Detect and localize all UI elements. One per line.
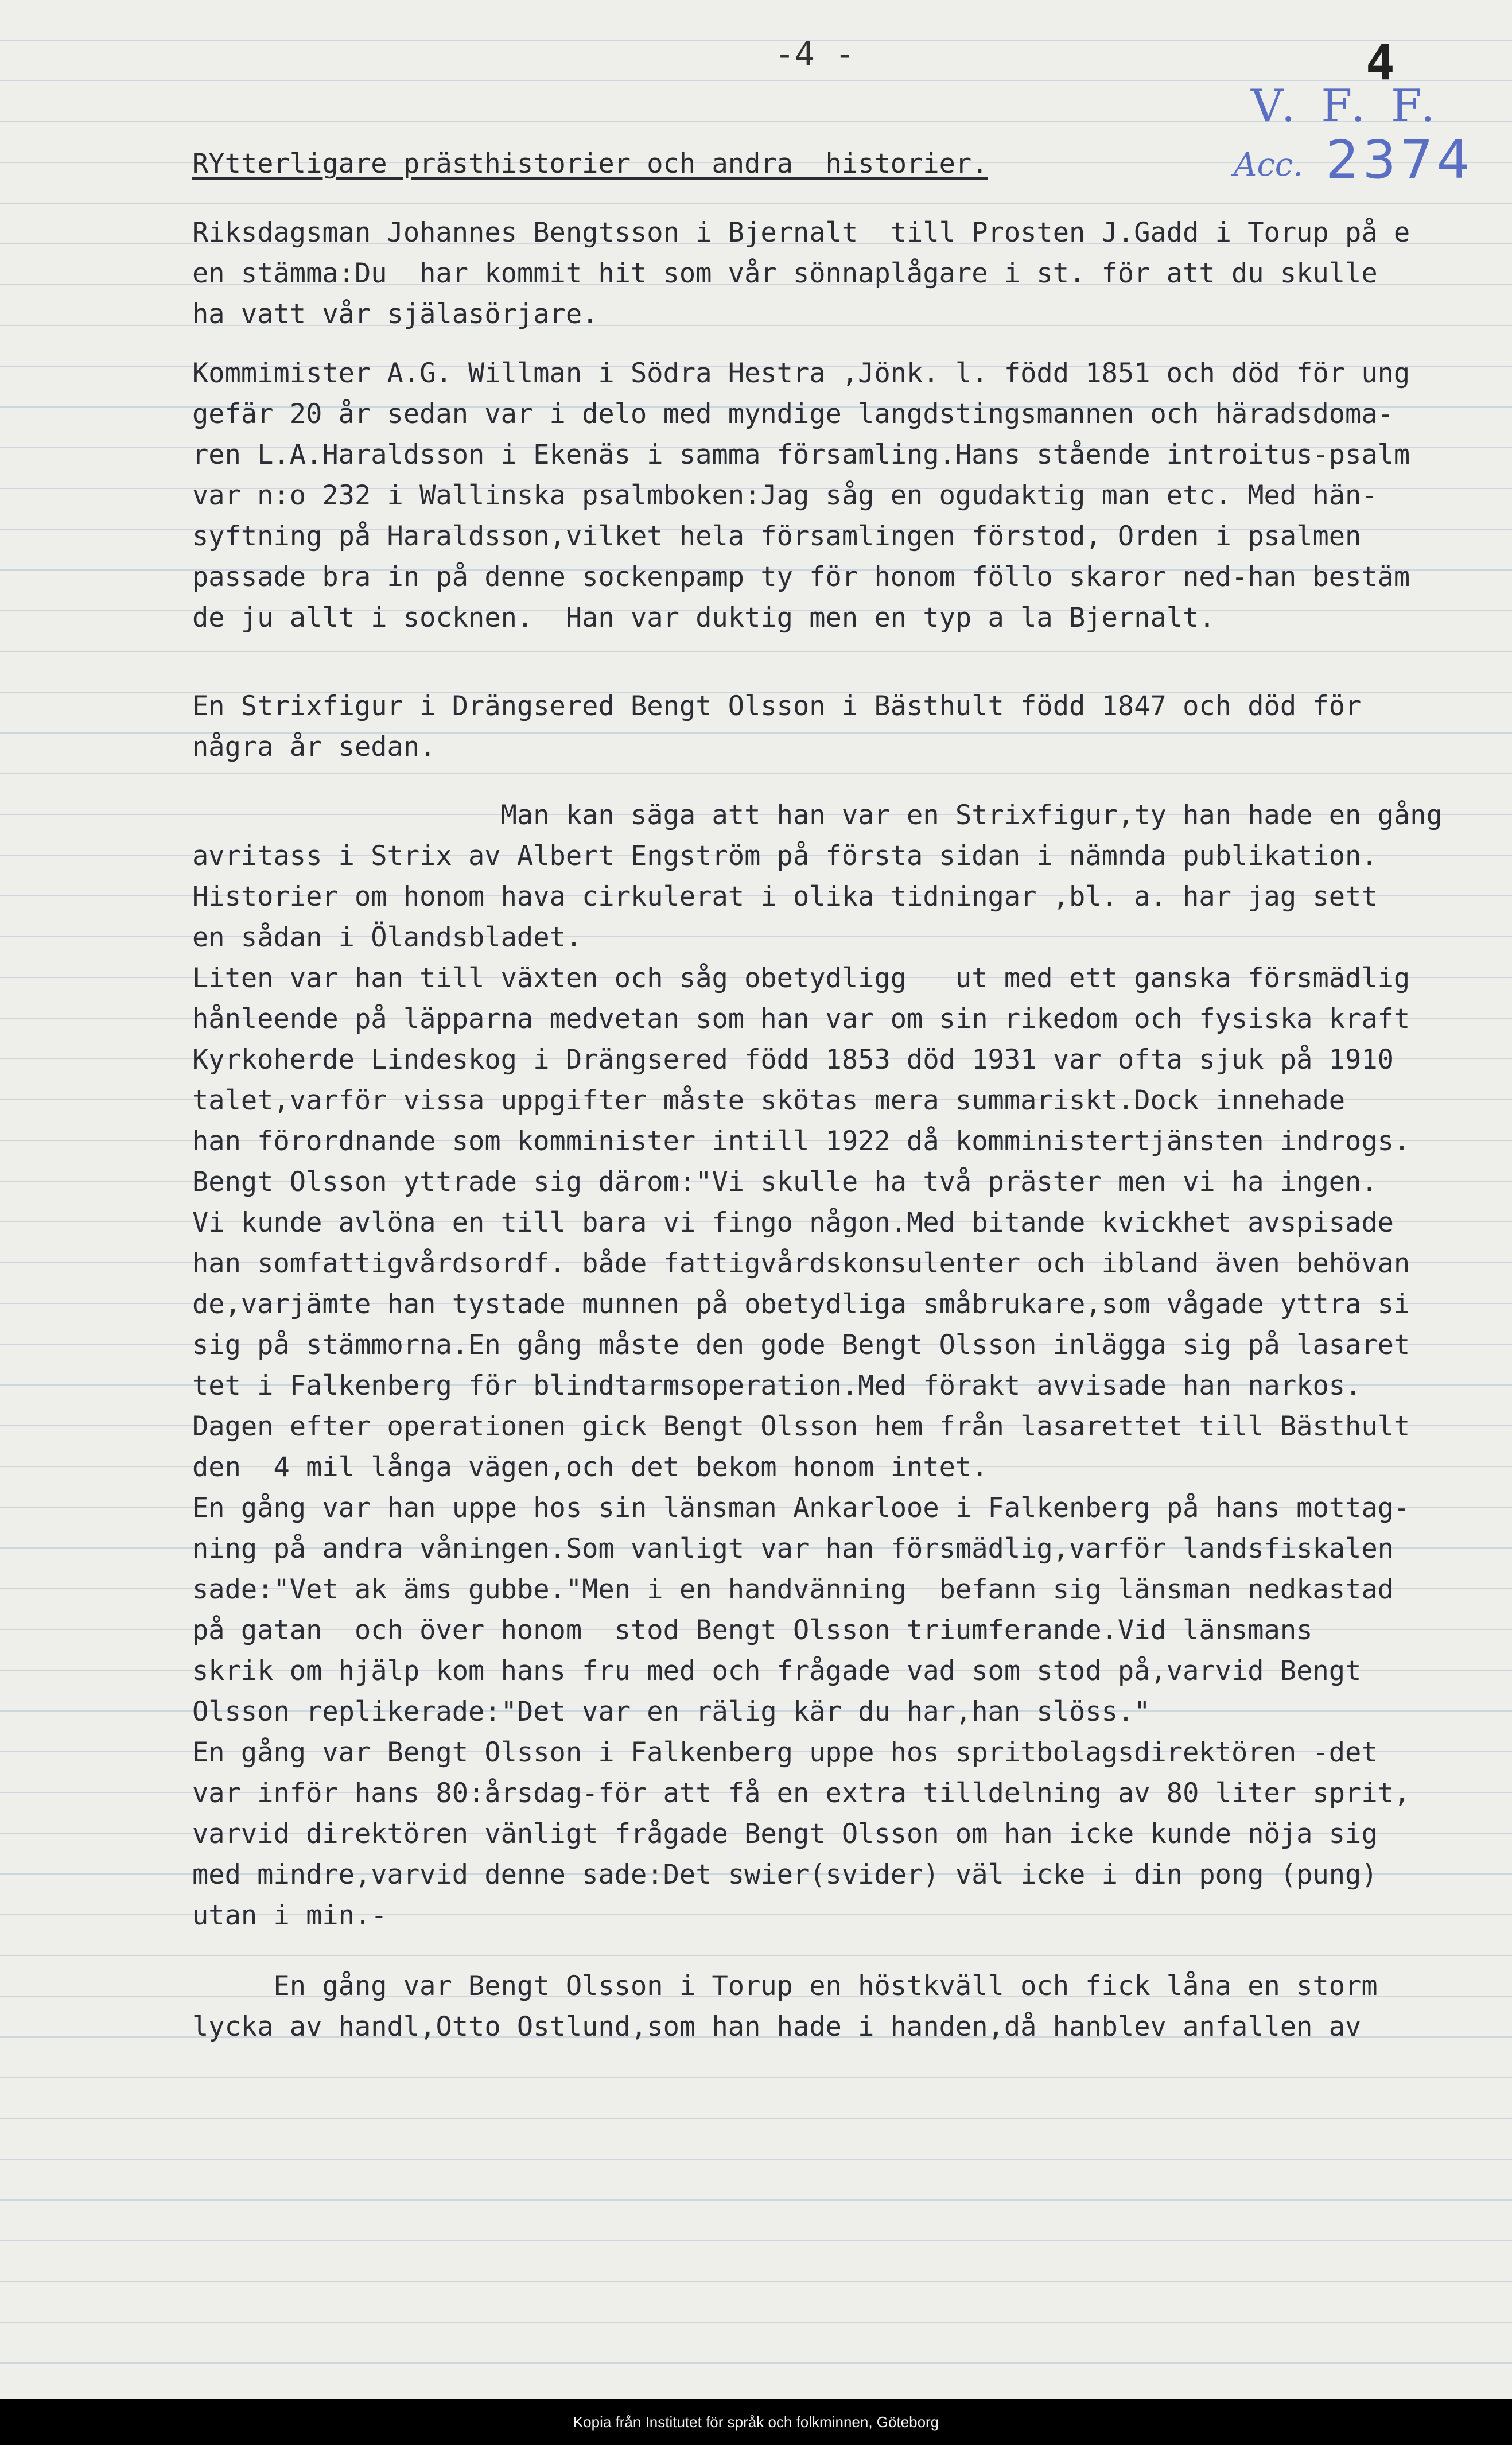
text-line: Dagen efter operationen gick Bengt Olsson hem från lasarettet till Bästhult: [192, 1411, 1410, 1442]
text-line: tet i Falkenberg för blindtarmsoperation.Med förakt avvisade han narkos.: [192, 1370, 1362, 1402]
text-line: hånleende på läpparna medvetan som han var om sin rikedom och fysiska kraft: [192, 1003, 1410, 1035]
text-line: sade:"Vet ak äms gubbe."Men i en handvänning befann sig länsman nedkastad: [192, 1574, 1394, 1605]
text-line: En gång var Bengt Olsson i Torup en höstkväll och fick låna en storm: [192, 1970, 1378, 2002]
text-line: den 4 mil långa vägen,och det bekom honom intet.: [192, 1452, 988, 1483]
document-title: RYtterligare prästhistorier och andra historier.: [192, 148, 988, 180]
text-line: Kommimister A.G. Willman i Södra Hestra ,Jönk. l. född 1851 och död för ung: [192, 358, 1410, 389]
paragraph: [192, 795, 1483, 1936]
paragraph: [192, 353, 1483, 638]
text-line: Man kan säga att han var en Strixfigur,ty han hade en gång: [192, 800, 1443, 831]
text-line: skrik om hjälp kom hans fru med och frågade vad som stod på,varvid Bengt: [192, 1655, 1362, 1687]
text-line: en stämma:Du har kommit hit som vår sönnaplågare i st. för att du skulle: [192, 258, 1378, 289]
text-line: Historier om honom hava cirkulerat i olika tidningar ,bl. a. har jag sett: [192, 881, 1378, 913]
text-line: på gatan och över honom stod Bengt Olsson triumferande.Vid länsmans: [192, 1615, 1313, 1646]
text-line: några år sedan.: [192, 731, 436, 763]
text-line: var inför hans 80:årsdag-för att få en extra tilldelning av 80 liter sprit,: [192, 1778, 1410, 1809]
text-line: talet,varför vissa uppgifter måste skötas mera summariskt.Dock innehade: [192, 1085, 1346, 1116]
text-line: ren L.A.Haraldsson i Ekenäs i samma församling.Hans stående introitus-psalm: [192, 439, 1410, 471]
text-line: Vi kunde avlöna en till bara vi fingo någon.Med bitande kvickhet avspisade: [192, 1207, 1394, 1239]
text-line: varvid direktören vänligt frågade Bengt Olsson om han icke kunde nöja sig: [192, 1818, 1378, 1850]
accession-label: Acc.: [1234, 146, 1303, 184]
text-line: han förordnande som komminister intill 1922 då komministertjänsten indrogs.: [192, 1126, 1410, 1157]
text-line: de ju allt i socknen. Han var duktig men en typ a la Bjernalt.: [192, 602, 1215, 634]
text-line: lycka av handl,Otto Ostlund,som han hade i handen,då hanblev anfallen av: [192, 2011, 1362, 2043]
paragraph: [192, 1966, 1483, 2047]
text-line: En gång var Bengt Olsson i Falkenberg uppe hos spritbolagsdirektören -det: [192, 1737, 1378, 1768]
text-line: Riksdagsman Johannes Bengtsson i Bjernalt till Prosten J.Gadd i Torup på e: [192, 217, 1410, 249]
text-line: med mindre,varvid denne sade:Det swier(svider) väl icke i din pong (pung): [192, 1859, 1378, 1891]
text-line: han somfattigvårdsordf. både fattigvårdskonsulenter och ibland även behövan: [192, 1248, 1410, 1279]
text-line: utan i min.-: [192, 1900, 387, 1931]
text-line: passade bra in på denne sockenpamp ty för honom föllo skaror ned-han bestäm: [192, 561, 1410, 593]
text-line: ning på andra våningen.Som vanligt var han försmädlig,varför landsfiskalen: [192, 1533, 1394, 1565]
page-number: -4 -: [775, 34, 855, 73]
text-line: En gång var han uppe hos sin länsman Ankarlooe i Falkenberg på hans mottag-: [192, 1492, 1410, 1524]
accession-number: 2374: [1326, 129, 1474, 191]
text-line: sig på stämmorna.En gång måste den gode Bengt Olsson inlägga sig på lasaret: [192, 1329, 1410, 1361]
archive-footer: Kopia från Institutet för språk och folkminnen, Göteborg: [0, 2399, 1512, 2445]
text-line: Kyrkoherde Lindeskog i Drängsered född 1853 död 1931 var ofta sjuk på 1910: [192, 1044, 1394, 1076]
paragraph: [192, 212, 1483, 335]
text-line: en sådan i Ölandsbladet.: [192, 922, 582, 953]
text-line: var n:o 232 i Wallinska psalmboken:Jag såg en ogudaktig man etc. Med hän-: [192, 480, 1378, 511]
text-line: de,varjämte han tystade munnen på obetydliga småbrukare,som vågade yttra si: [192, 1289, 1410, 1320]
text-line: avritass i Strix av Albert Engström på första sidan i nämnda publikation.: [192, 840, 1378, 872]
text-line: Liten var han till växten och såg obetydligg ut med ett ganska försmädlig: [192, 963, 1410, 994]
paragraph: [192, 686, 1483, 767]
text-line: syftning på Haraldsson,vilket hela församlingen förstod, Orden i psalmen: [192, 521, 1362, 552]
text-line: Bengt Olsson yttrade sig därom:"Vi skulle ha två präster men vi ha ingen.: [192, 1166, 1378, 1198]
text-line: En Strixfigur i Drängsered Bengt Olsson i Bästhult född 1847 och död för: [192, 690, 1362, 722]
text-line: gefär 20 år sedan var i delo med myndige langdstingsmannen och häradsdoma-: [192, 398, 1394, 430]
archive-stamp: V. F. F.: [1251, 80, 1441, 132]
archive-number: 4: [1366, 34, 1395, 91]
text-line: Olsson replikerade:"Det var en rälig kär du har,han slöss.": [192, 1696, 1150, 1728]
text-line: ha vatt vår själasörjare.: [192, 298, 598, 330]
